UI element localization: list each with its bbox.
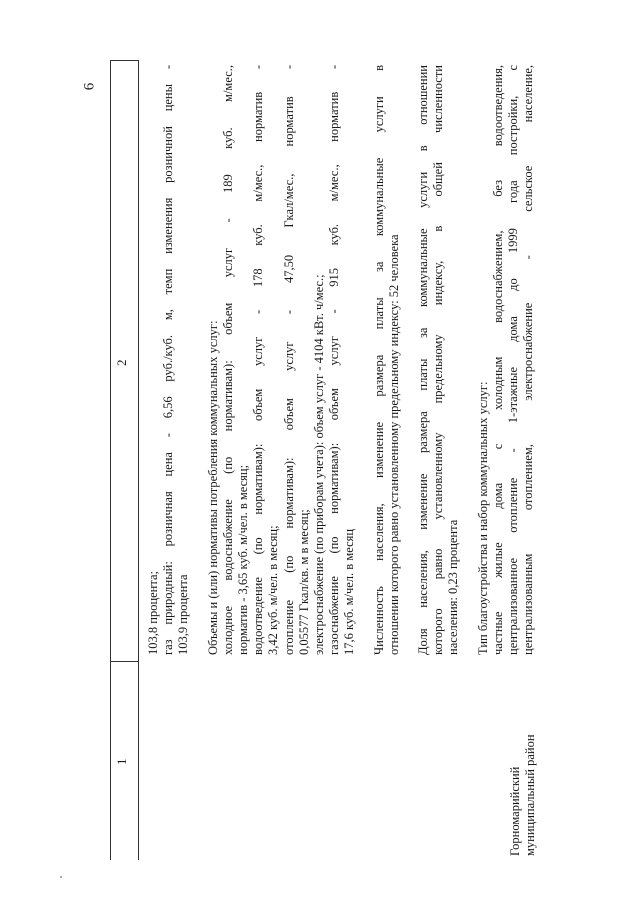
text-line: 17,6 куб. м/чел. в месяц	[342, 528, 357, 655]
type-paragraph	[476, 65, 537, 655]
scan-speck	[60, 876, 62, 878]
text-line: 103,9 процента	[176, 574, 191, 655]
volumes-title: Объемы и (или) нормативы потребления коммунальных услуг:	[205, 320, 220, 655]
table-top-border	[110, 60, 111, 860]
population-paragraph	[372, 65, 402, 655]
prices-paragraph	[146, 65, 192, 655]
text-line: отношении которого равно установленному предельному индексу: 52 человека	[386, 234, 401, 655]
page-number: 6	[81, 82, 98, 91]
text-line: Численность населения, изменение размера платы за коммунальные услуги в	[371, 65, 386, 655]
share-paragraph	[416, 65, 462, 655]
text-line: 0,05577 Гкал/кв. м в месяц;	[296, 509, 311, 655]
text-line: частные жилые дома с холодным водоснабжением, без водоотведения,	[490, 65, 505, 655]
text-line: Доля населения, изменение размера платы за коммунальные услуги в отношении	[416, 65, 431, 655]
text-line: централизованным отоплением, электроснабжение - сельское население,	[521, 65, 536, 655]
rotated-table	[110, 60, 610, 860]
text-line: которого равно установленному предельному индексу, в общей численности	[431, 65, 446, 655]
column-header-2: 2	[114, 359, 129, 366]
text-line: газ природный: розничная цена - 6,56 руб./куб. м, темп изменения розничной цены -	[161, 65, 176, 655]
text-line: отопление (по нормативам): объем услуг - 47,50 Гкал/мес., норматив -	[281, 65, 296, 655]
text-line: электроснабжение (по приборам учета): объем услуг - 4104 кВт. ч/мес.;	[312, 274, 327, 655]
text-line: газоснабжение (по нормативам): объем услуг - 915 куб. м/мес., норматив -	[327, 65, 342, 655]
region-description	[146, 65, 550, 655]
text-line: централизованное отопление - 1-этажные дома до 1999 года постройки, с	[506, 65, 521, 655]
text-line: населения: 0,23 процента	[446, 519, 461, 655]
volumes-paragraph	[206, 65, 358, 655]
table-right-border	[110, 60, 138, 61]
column-divider	[110, 661, 138, 662]
text-line: 3,42 куб. м/чел. в месяц;	[266, 525, 281, 655]
text-line: водоотведение (по нормативам): объем услуг - 178 куб. м/мес., норматив -	[251, 65, 266, 655]
region-line: муниципальный район	[523, 734, 537, 856]
column-header-1: 1	[114, 758, 129, 765]
table-header-border	[138, 60, 139, 860]
text-line: 103,8 процента;	[146, 570, 160, 655]
text-line: Тип благоустройства и набор коммунальных услуг:	[475, 381, 490, 655]
text-line: холодное водоснабжение (по нормативам): объем услуг - 189 куб. м/мес.,	[220, 65, 235, 655]
region-line: Горномарийский	[508, 766, 522, 856]
region-name	[508, 686, 538, 856]
text-line: норматив - 3,65 куб. м/чел. в месяц;	[236, 464, 251, 655]
